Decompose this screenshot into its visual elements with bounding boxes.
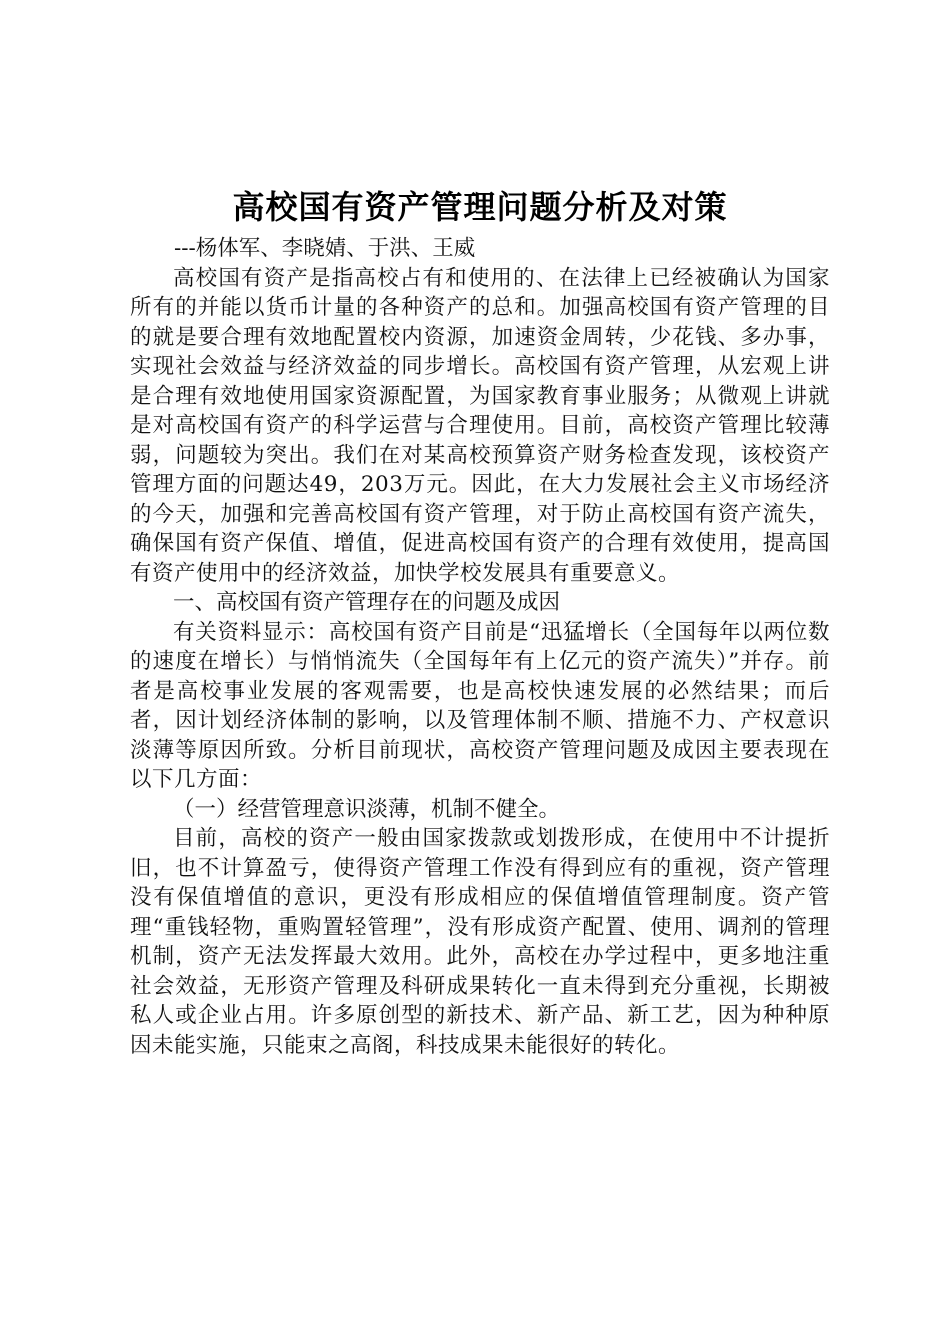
section-1-paragraph: 有关资料显示：高校国有资产目前是“迅猛增长（全国每年以两位数的速度在增长）与悄悄流失（全国每年有上亿元的资产流失）”并存。前者是高校事业发展的客观需要，也是高校快速发展的必然结果；而后者，因计划经济体制的影响，以及管理体制不顺、措施不力、产权意识淡薄等原因所致。分析目前现状，高校资产管理问题及成因主要表现在以下几方面： [130,619,830,792]
document-title: 高校国有资产管理问题分析及对策 [232,188,728,226]
author-line: ---杨体军、李晓婧、于洪、王威 [174,236,476,261]
subsection-1-paragraph: 目前，高校的资产一般由国家拨款或划拨形成，在使用中不计提折旧，也不计算盈亏，使得资产管理工作没有得到应有的重视，资产管理没有保值增值的意识，更没有形成相应的保值增值管理制度。资产管理“重钱轻物，重购置轻管理”，没有形成资产配置、使用、调剂的管理机制，资产无法发挥最大效用。此外，高校在办学过程中，更多地注重社会效益，无形资产管理及科研成果转化一直未得到充分重视，长期被私人或企业占用。许多原创型的新技术、新产品、新工艺，因为种种原因未能实施，只能束之高阁，科技成果未能很好的转化。 [130,826,830,1058]
document-body [130,186,830,1060]
subsection-heading-1: （一）经营管理意识淡薄，机制不健全。 [173,796,561,822]
section-heading-1: 一、高校国有资产管理存在的问题及成因 [173,590,561,615]
intro-paragraph: 高校国有资产是指高校占有和使用的、在法律上已经被确认为国家所有的并能以货币计量的各种资产的总和。加强高校国有资产管理的目的就是要合理有效地配置校内资源，加速资金周转，少花钱、多办事，实现社会效益与经济效益的同步增长。高校国有资产管理，从宏观上讲是合理有效地使用国家资源配置，为国家教育事业服务；从微观上讲就是对高校国有资产的科学运营与合理使用。目前，高校资产管理比较薄弱，问题较为突出。我们在对某高校预算资产财务检查发现，该校资产管理方面的问题达49，203万元。因此，在大力发展社会主义市场经济的今天，加强和完善高校国有资产管理，对于防止高校国有资产流失，确保国有资产保值、增值，促进高校国有资产的合理有效使用，提高国有资产使用中的经济效益，加快学校发展具有重要意义。 [130,265,830,586]
